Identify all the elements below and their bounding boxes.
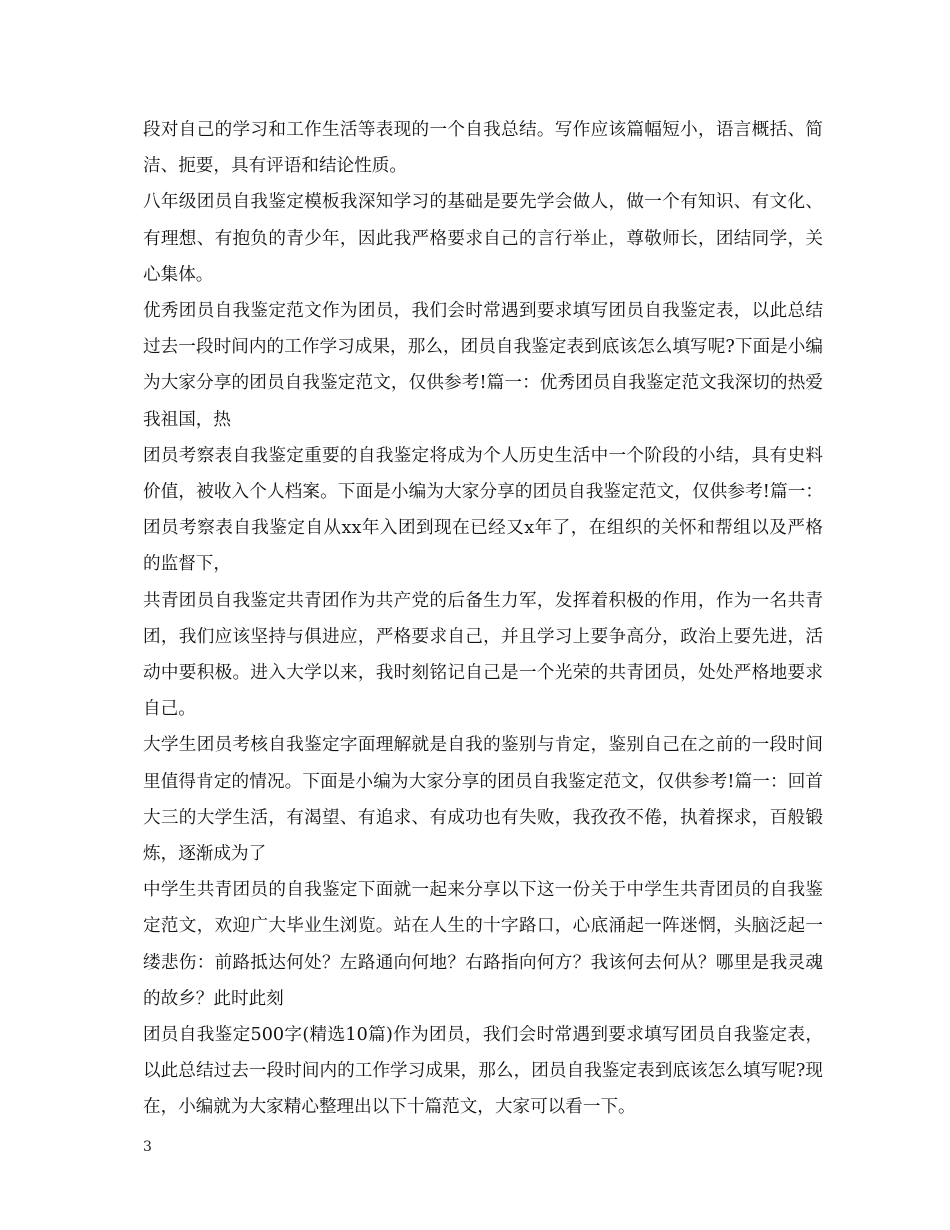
paragraph: 中学生共青团员的自我鉴定下面就一起来分享以下这一份关于中学生共青团员的自我鉴定范文，欢迎广大毕业生浏览。站在人生的十字路口，心底涌起一阵迷惘，头脑泛起一缕悲伤：前路抵达何处？左路通向何地？右路指向何方？我该何去何从？哪里是我灵魂的故乡？此时此刻 — [143, 880, 823, 1009]
paragraph: 团员自我鉴定500字(精选10篇)作为团员，我们会时常遇到要求填写团员自我鉴定表，以此总结过去一段时间内的工作学习成果，那么，团员自我鉴定表到底该怎么填写呢?现在，小编就为大家精心整理出以下十篇范文，大家可以看一下。 — [143, 1025, 823, 1118]
paragraph: 八年级团员自我鉴定模板我深知学习的基础是要先学会做人，做一个有知识、有文化、有理想、有抱负的青少年，因此我严格要求自己的言行举止，尊敬师长，团结同学，关心集体。 — [143, 192, 823, 285]
document-body — [143, 112, 823, 1126]
paragraph: 团员考察表自我鉴定重要的自我鉴定将成为个人历史生活中一个阶段的小结，具有史料价值，被收入个人档案。下面是小编为大家分享的团员自我鉴定范文，仅供参考!篇一：团员考察表自我鉴定自从xx年入团到现在已经又x年了，在组织的关怀和帮组以及严格的监督下， — [143, 445, 823, 575]
paragraph: 段对自己的学习和工作生活等表现的一个自我总结。写作应该篇幅短小，语言概括、简洁、扼要，具有评语和结论性质。 — [143, 120, 823, 177]
paragraph: 共青团员自我鉴定共青团作为共产党的后备生力军，发挥着积极的作用，作为一名共青团，我们应该坚持与俱进应，严格要求自己，并且学习上要争高分，政治上要先进，活动中要积极。进入大学以来，我时刻铭记自己是一个光荣的共青团员，处处严格地要求自己。 — [143, 590, 823, 720]
paragraph: 优秀团员自我鉴定范文作为团员，我们会时常遇到要求填写团员自我鉴定表，以此总结过去一段时间内的工作学习成果，那么，团员自我鉴定表到底该怎么填写呢?下面是小编为大家分享的团员自我鉴定范文，仅供参考!篇一：优秀团员自我鉴定范文我深切的热爱我祖国，热 — [143, 301, 823, 430]
paragraph: 大学生团员考核自我鉴定字面理解就是自我的鉴别与肯定，鉴别自己在之前的一段时间里值得肯定的情况。下面是小编为大家分享的团员自我鉴定范文，仅供参考!篇一：回首大三的大学生活，有渴望、有追求、有成功也有失败，我孜孜不倦，执着探求，百般锻炼，逐渐成为了 — [143, 735, 823, 865]
page-number: 3 — [143, 1139, 152, 1155]
